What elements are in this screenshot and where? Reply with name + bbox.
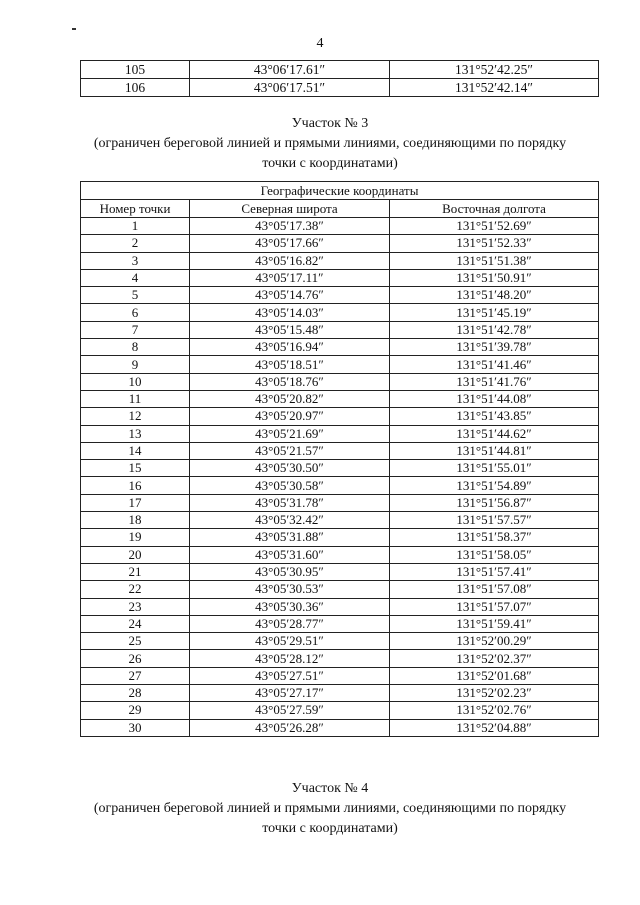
latitude-cell: 43°05′30.50″ — [190, 460, 390, 477]
point-number-cell: 11 — [81, 390, 190, 407]
latitude-cell: 43°05′16.82″ — [190, 252, 390, 269]
latitude-cell: 43°06′17.61″ — [190, 61, 390, 79]
latitude-cell: 43°05′27.51″ — [190, 667, 390, 684]
scan-speck — [72, 28, 76, 30]
point-number-cell: 7 — [81, 321, 190, 338]
longitude-cell: 131°52′02.37″ — [390, 650, 599, 667]
latitude-cell: 43°05′20.82″ — [190, 390, 390, 407]
table-row — [81, 304, 599, 321]
latitude-cell: 43°05′30.36″ — [190, 598, 390, 615]
latitude-cell: 43°05′26.28″ — [190, 719, 390, 736]
point-number-cell: 18 — [81, 512, 190, 529]
table-row — [81, 442, 599, 459]
table-row — [81, 252, 599, 269]
table-row — [81, 373, 599, 390]
table-row — [81, 512, 599, 529]
point-number-cell: 30 — [81, 719, 190, 736]
longitude-cell: 131°51′44.81″ — [390, 442, 599, 459]
table-row — [81, 287, 599, 304]
point-number-cell: 5 — [81, 287, 190, 304]
table-row — [81, 581, 599, 598]
latitude-cell: 43°05′20.97″ — [190, 408, 390, 425]
longitude-cell: 131°51′57.07″ — [390, 598, 599, 615]
latitude-cell: 43°05′31.60″ — [190, 546, 390, 563]
table-row — [81, 269, 599, 286]
table-row — [81, 339, 599, 356]
latitude-cell: 43°05′27.17″ — [190, 685, 390, 702]
latitude-cell: 43°05′14.03″ — [190, 304, 390, 321]
point-number-cell: 25 — [81, 633, 190, 650]
point-number-cell: 8 — [81, 339, 190, 356]
latitude-cell: 43°05′30.95″ — [190, 563, 390, 580]
section-3-subtitle-line-2: точки с координатами) — [262, 156, 398, 171]
continuation-table — [80, 60, 599, 97]
table-row — [81, 667, 599, 684]
page-number: 4 — [316, 36, 324, 51]
point-number-cell: 105 — [81, 61, 190, 79]
table-row — [81, 79, 599, 97]
point-number-cell: 28 — [81, 685, 190, 702]
latitude-cell: 43°05′31.78″ — [190, 494, 390, 511]
table-row — [81, 460, 599, 477]
column-header-latitude: Северная широта — [190, 200, 390, 218]
continuation-table-body — [81, 61, 599, 97]
point-number-cell: 23 — [81, 598, 190, 615]
longitude-cell: 131°51′58.05″ — [390, 546, 599, 563]
longitude-cell: 131°51′41.76″ — [390, 373, 599, 390]
latitude-cell: 43°05′17.66″ — [190, 235, 390, 252]
longitude-cell: 131°51′55.01″ — [390, 460, 599, 477]
longitude-cell: 131°51′54.89″ — [390, 477, 599, 494]
table-row — [81, 408, 599, 425]
longitude-cell: 131°51′42.78″ — [390, 321, 599, 338]
table-row — [81, 598, 599, 615]
section-4-title: Участок № 4 — [291, 781, 369, 796]
longitude-cell: 131°51′58.37″ — [390, 529, 599, 546]
point-number-cell: 15 — [81, 460, 190, 477]
point-number-cell: 22 — [81, 581, 190, 598]
point-number-cell: 16 — [81, 477, 190, 494]
table-row — [81, 477, 599, 494]
point-number-cell: 6 — [81, 304, 190, 321]
point-number-cell: 2 — [81, 235, 190, 252]
point-number-cell: 12 — [81, 408, 190, 425]
longitude-cell: 131°51′48.20″ — [390, 287, 599, 304]
point-number-cell: 26 — [81, 650, 190, 667]
section-3-title: Участок № 3 — [291, 116, 369, 131]
longitude-cell: 131°51′41.46″ — [390, 356, 599, 373]
longitude-cell: 131°52′42.14″ — [390, 79, 599, 97]
table-row — [81, 685, 599, 702]
point-number-cell: 10 — [81, 373, 190, 390]
latitude-cell: 43°05′32.42″ — [190, 512, 390, 529]
coordinates-table — [80, 181, 599, 737]
longitude-cell: 131°51′57.57″ — [390, 512, 599, 529]
table-row — [81, 356, 599, 373]
section-4-heading — [60, 779, 600, 839]
latitude-cell: 43°05′31.88″ — [190, 529, 390, 546]
point-number-cell: 21 — [81, 563, 190, 580]
latitude-cell: 43°05′18.76″ — [190, 373, 390, 390]
section-3-heading — [60, 114, 600, 174]
longitude-cell: 131°51′43.85″ — [390, 408, 599, 425]
point-number-cell: 106 — [81, 79, 190, 97]
longitude-cell: 131°52′42.25″ — [390, 61, 599, 79]
longitude-cell: 131°51′52.33″ — [390, 235, 599, 252]
latitude-cell: 43°05′16.94″ — [190, 339, 390, 356]
point-number-cell: 1 — [81, 218, 190, 235]
section-3-subtitle-line-1: (ограничен береговой линией и прямыми линиями, соединяющими по порядку — [93, 136, 567, 151]
longitude-cell: 131°52′02.76″ — [390, 702, 599, 719]
latitude-cell: 43°05′14.76″ — [190, 287, 390, 304]
table-row — [81, 633, 599, 650]
longitude-cell: 131°52′04.88″ — [390, 719, 599, 736]
point-number-cell: 4 — [81, 269, 190, 286]
table-row — [81, 615, 599, 632]
column-header-longitude: Восточная долгота — [390, 200, 599, 218]
point-number-cell: 14 — [81, 442, 190, 459]
latitude-cell: 43°05′29.51″ — [190, 633, 390, 650]
table-row — [81, 390, 599, 407]
latitude-cell: 43°05′30.58″ — [190, 477, 390, 494]
longitude-cell: 131°51′57.08″ — [390, 581, 599, 598]
latitude-cell: 43°05′17.11″ — [190, 269, 390, 286]
latitude-cell: 43°06′17.51″ — [190, 79, 390, 97]
point-number-cell: 20 — [81, 546, 190, 563]
point-number-cell: 13 — [81, 425, 190, 442]
point-number-cell: 9 — [81, 356, 190, 373]
table-row — [81, 61, 599, 79]
table-row — [81, 494, 599, 511]
longitude-cell: 131°51′59.41″ — [390, 615, 599, 632]
point-number-cell: 17 — [81, 494, 190, 511]
table-row — [81, 235, 599, 252]
longitude-cell: 131°52′01.68″ — [390, 667, 599, 684]
coordinates-table-body — [81, 218, 599, 737]
latitude-cell: 43°05′15.48″ — [190, 321, 390, 338]
table-row — [81, 218, 599, 235]
latitude-cell: 43°05′27.59″ — [190, 702, 390, 719]
latitude-cell: 43°05′21.69″ — [190, 425, 390, 442]
longitude-cell: 131°52′02.23″ — [390, 685, 599, 702]
longitude-cell: 131°51′52.69″ — [390, 218, 599, 235]
table-row — [81, 529, 599, 546]
latitude-cell: 43°05′28.77″ — [190, 615, 390, 632]
table-row — [81, 650, 599, 667]
section-4-subtitle-line-1: (ограничен береговой линией и прямыми линиями, соединяющими по порядку — [93, 801, 567, 816]
point-number-cell: 29 — [81, 702, 190, 719]
latitude-cell: 43°05′18.51″ — [190, 356, 390, 373]
table-row — [81, 321, 599, 338]
section-4-subtitle-line-2: точки с координатами) — [262, 821, 398, 836]
longitude-cell: 131°51′39.78″ — [390, 339, 599, 356]
longitude-cell: 131°51′51.38″ — [390, 252, 599, 269]
table-row — [81, 563, 599, 580]
point-number-cell: 19 — [81, 529, 190, 546]
table-row — [81, 546, 599, 563]
longitude-cell: 131°51′44.62″ — [390, 425, 599, 442]
longitude-cell: 131°52′00.29″ — [390, 633, 599, 650]
group-header: Географические координаты — [81, 182, 599, 200]
latitude-cell: 43°05′21.57″ — [190, 442, 390, 459]
latitude-cell: 43°05′28.12″ — [190, 650, 390, 667]
table-row — [81, 719, 599, 736]
longitude-cell: 131°51′45.19″ — [390, 304, 599, 321]
table-row — [81, 702, 599, 719]
latitude-cell: 43°05′30.53″ — [190, 581, 390, 598]
longitude-cell: 131°51′44.08″ — [390, 390, 599, 407]
longitude-cell: 131°51′57.41″ — [390, 563, 599, 580]
column-header-point-number: Номер точки — [81, 200, 190, 218]
latitude-cell: 43°05′17.38″ — [190, 218, 390, 235]
point-number-cell: 27 — [81, 667, 190, 684]
point-number-cell: 3 — [81, 252, 190, 269]
longitude-cell: 131°51′50.91″ — [390, 269, 599, 286]
longitude-cell: 131°51′56.87″ — [390, 494, 599, 511]
table-row — [81, 425, 599, 442]
point-number-cell: 24 — [81, 615, 190, 632]
